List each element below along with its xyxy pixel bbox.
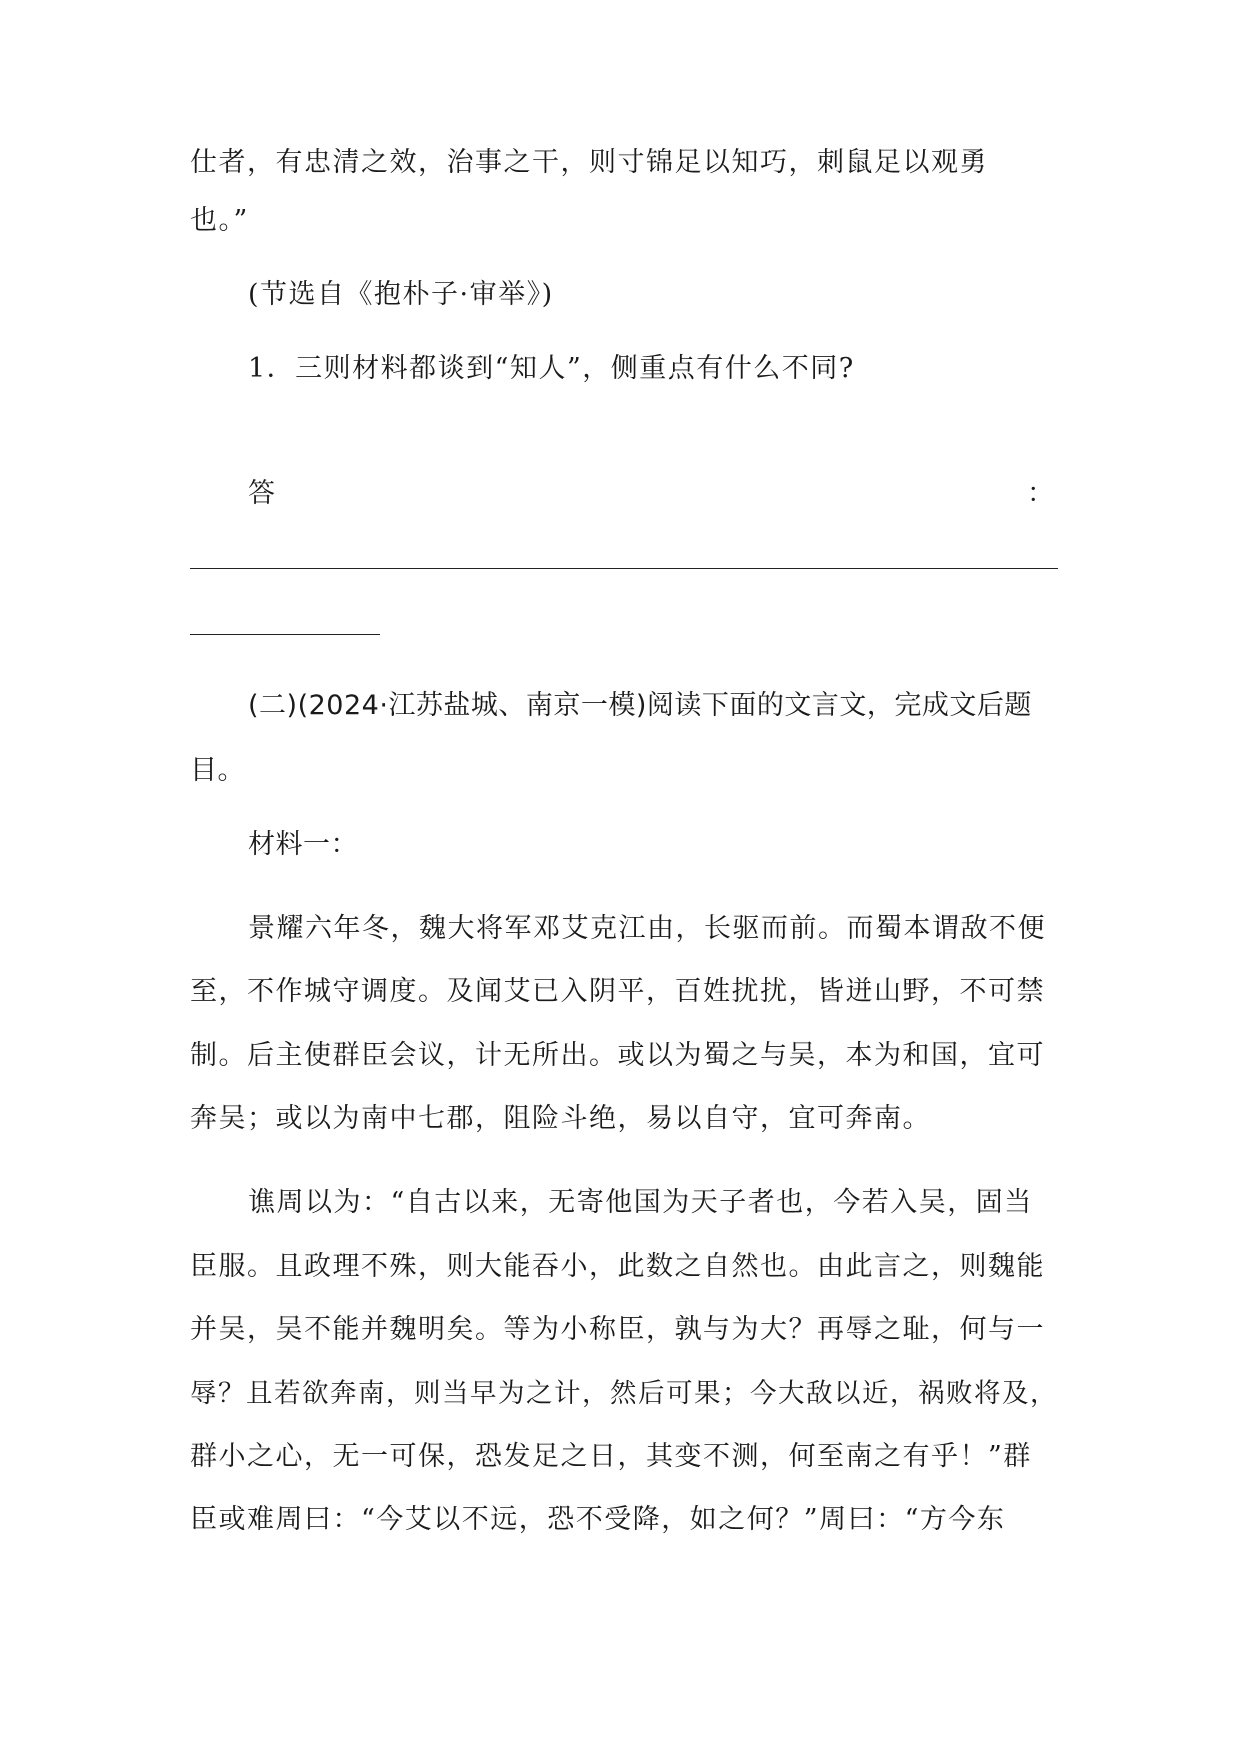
paragraph-2-line-4: 奔吴；或以为南中七郡，阻险斗绝，易以自守，宜可奔南。 <box>190 1103 931 1134</box>
paragraph-2-line-2: 至，不作城守调度。及闻艾已入阴平，百姓扰扰，皆迸山野，不可禁 <box>190 976 1045 1007</box>
paragraph-3-line-1: 谯周以为：“自古以来，无寄他国为天子者也，今若入吴，固当 <box>248 1187 1033 1218</box>
answer-blank-line-1[interactable] <box>190 568 1058 569</box>
paragraph-3-line-6: 臣或难周曰：“今艾以不远，恐不受降，如之何？”周曰：“方今东 <box>190 1504 1006 1535</box>
paragraph-2-line-3: 制。后主使群臣会议，计无所出。或以为蜀之与吴，本为和国，宜可 <box>190 1040 1045 1071</box>
paragraph-3-line-5: 群小之心，无一可保，恐发足之日，其变不测，何至南之有乎！”群 <box>190 1441 1032 1472</box>
answer-blank-line-2[interactable] <box>190 634 380 635</box>
paragraph-1-line-2: 也。” <box>190 205 249 236</box>
section-2-heading-line-2: 目。 <box>190 755 245 786</box>
paragraph-2-line-1: 景耀六年冬，魏大将军邓艾克江由，长驱而前。而蜀本谓敌不便 <box>248 913 1046 944</box>
answer-row <box>248 474 1060 514</box>
paragraph-3-line-2: 臣服。且政理不殊，则大能吞小，此数之自然也。由此言之，则魏能 <box>190 1251 1045 1282</box>
answer-colon: ： <box>1027 478 1054 509</box>
section-2-heading-line-1: (二)(2024·江苏盐城、南京一模)阅读下面的文言文，完成文后题 <box>248 690 1032 721</box>
paragraph-3-line-4: 辱？且若欲奔南，则当早为之计，然后可果；今大敌以近，祸败将及， <box>190 1378 1058 1409</box>
paragraph-3-line-3: 并吴，吴不能并魏明矣。等为小称臣，孰与为大？再辱之耻，何与一 <box>190 1314 1045 1345</box>
question-1: 1．三则材料都谈到“知人”，侧重点有什么不同? <box>248 353 855 384</box>
answer-label: 答 <box>248 478 275 509</box>
source-citation: (节选自《抱朴子·审举》) <box>248 279 554 310</box>
paragraph-1-line-1: 仕者，有忠清之效，治事之干，则寸锦足以知巧，刺鼠足以观勇 <box>190 147 988 178</box>
material-1-label: 材料一： <box>248 829 358 860</box>
